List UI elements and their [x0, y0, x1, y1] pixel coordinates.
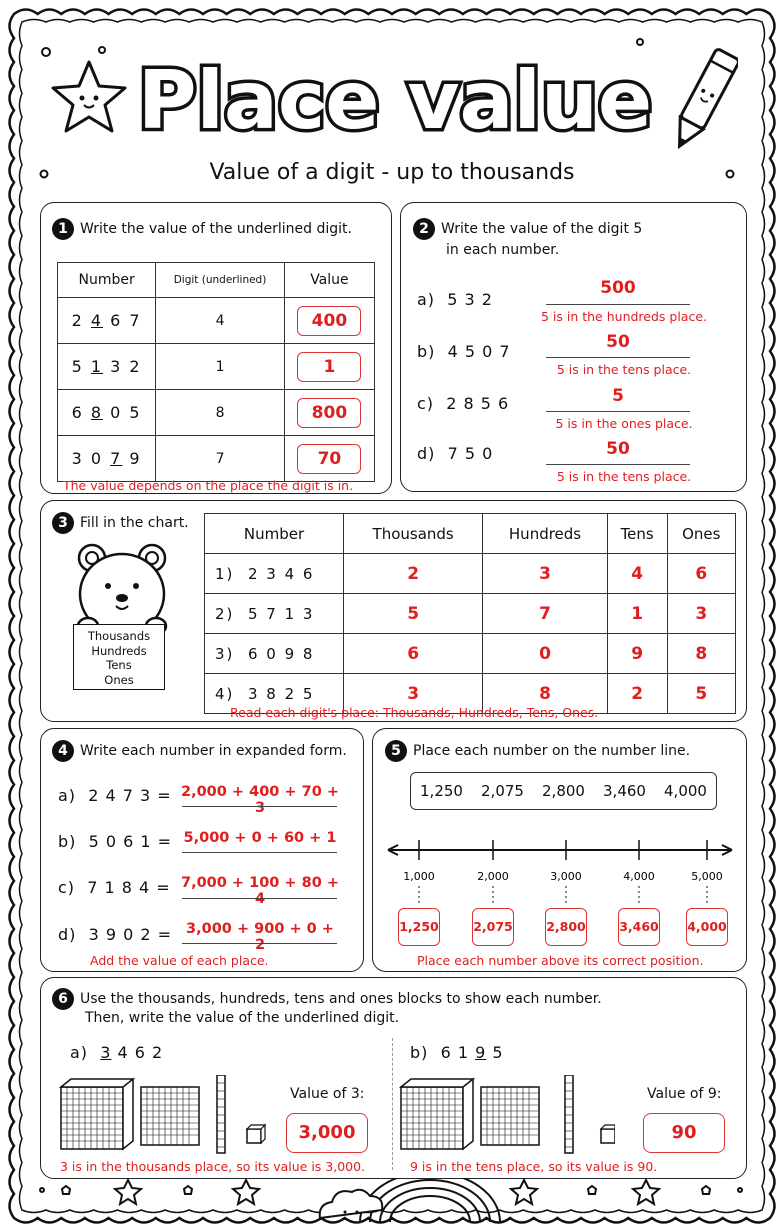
- flower-icon: [702, 1186, 710, 1194]
- hint-note: Read each digit's place: Thousands, Hundreds, Tens, Ones.: [230, 705, 599, 720]
- reason-text: 5 is in the hundreds place.: [540, 309, 708, 324]
- bank-number[interactable]: 2,075: [481, 782, 524, 800]
- star-icon: [115, 1180, 141, 1204]
- answer-box[interactable]: 3,000: [286, 1113, 368, 1153]
- column-header: Number: [205, 514, 344, 554]
- answer-cell[interactable]: 3: [344, 674, 483, 714]
- answer-text[interactable]: 2,000 + 400 + 70 + 3: [181, 784, 339, 816]
- tens-rod-icon: [217, 1075, 225, 1153]
- reason-text: 5 is in the tens place.: [556, 362, 692, 377]
- tens-rod-icon: [565, 1075, 573, 1153]
- underlined-digit: 9: [475, 1043, 487, 1062]
- answer-box[interactable]: 3,460: [618, 908, 660, 946]
- answer-box[interactable]: 2,800: [545, 908, 587, 946]
- thousands-cube-icon: [61, 1079, 133, 1149]
- underlined-digit: 4: [90, 311, 104, 330]
- bank-number[interactable]: 1,250: [420, 782, 463, 800]
- answer-cell[interactable]: 4: [607, 554, 667, 594]
- ones-cube-icon: [247, 1125, 265, 1143]
- reason-text: 5 is in the ones place.: [555, 416, 693, 431]
- answer-cell[interactable]: 6: [667, 554, 735, 594]
- tick-label: 1,000: [403, 870, 435, 883]
- answer-line: [546, 464, 690, 465]
- section-number: 5: [385, 740, 407, 762]
- answer-cell[interactable]: 7: [483, 594, 607, 634]
- column-header: Value: [284, 263, 374, 298]
- instruction-text: Use the thousands, hundreds, tens and ones blocks to show each number.: [80, 991, 602, 1007]
- instruction-text: Place each number on the number line.: [413, 743, 691, 759]
- table-row: 2) 5 7 1 3 5 7 1 3: [205, 594, 736, 634]
- hint-note: Add the value of each place.: [90, 953, 269, 968]
- instruction-text: Fill in the chart.: [80, 515, 189, 531]
- section-number: 1: [52, 218, 74, 240]
- instruction-text: in each number.: [446, 242, 560, 258]
- underlined-digit: 8: [90, 403, 104, 422]
- answer-line: [182, 806, 337, 807]
- table-row: 2 4 6 7 4 400: [58, 298, 375, 344]
- answer-text[interactable]: 3,000 + 900 + 0 + 2: [186, 921, 334, 953]
- number-text: 7 5 0: [447, 444, 494, 463]
- hint-note: 3 is in the thousands place, so its value is 3,000.: [60, 1159, 366, 1174]
- answer-text[interactable]: 5: [612, 386, 624, 406]
- answer-box[interactable]: 1: [297, 352, 361, 382]
- pencil-icon: [668, 42, 738, 162]
- answer-cell[interactable]: 5: [344, 594, 483, 634]
- value-label: Value of 9:: [647, 1086, 722, 1102]
- answer-box[interactable]: 70: [297, 444, 361, 474]
- tick-label: 4,000: [623, 870, 655, 883]
- base-ten-blocks: [395, 1075, 615, 1155]
- digit-cell: 4: [156, 298, 285, 344]
- hint-note: 9 is in the tens place, so its value is 90.: [410, 1159, 658, 1174]
- instruction-text: Write each number in expanded form.: [80, 743, 347, 759]
- star-mascot-icon: [50, 58, 128, 136]
- hundreds-flat-icon: [141, 1087, 199, 1145]
- page-title: Place value: [137, 54, 653, 147]
- value-table: [57, 262, 375, 482]
- place-sign: Thousands Hundreds Tens Ones: [73, 624, 165, 690]
- digit-cell: 7: [156, 436, 285, 482]
- number-line: [380, 830, 740, 910]
- hint-note: Place each number above its correct position.: [417, 953, 704, 968]
- answer-line: [182, 898, 337, 899]
- bottom-decoration: [30, 1178, 754, 1222]
- table-row: 4) 3 8 2 5 3 8 2 5: [205, 674, 736, 714]
- answer-cell[interactable]: 8: [667, 634, 735, 674]
- number-text: 2 8 5 6: [446, 394, 510, 413]
- star-icon: [511, 1180, 537, 1204]
- answer-cell[interactable]: 3: [667, 594, 735, 634]
- answer-box[interactable]: 400: [297, 306, 361, 336]
- bank-number[interactable]: 3,460: [603, 782, 646, 800]
- hundreds-flat-icon: [481, 1087, 539, 1145]
- worksheet-page: Place value Value of a digit - up to thousands 1 Write the value of the underlined digit. Number Digit (underlined) Value 2 4 6 7 4 400 5 1 3 2 1 1 6 8 0 5 8 800 3 0 7 9 7 70 The value depends on the place the digit is in. 2 Write the value of the digit 5 in each number. a) 5 3 2 500 5 is in the hundreds place. b) 4 5 0 7 50 5 is in the tens place. c) 2 8 5 6 5 5 is in the ones place. d) 7 5 0 50 5 is in the tens place. 3 Fill in the chart. Thousands Hundreds Tens Ones Number Thousands Hundreds Tens Ones 1) 2 3 4 6 2 3 4 6 2) 5 7 1 3 5 7 1 3 3) 6 0 9 8 6 0 9 8 4) 3 8 2 5 3 8 2 5 Read each digit's place: Thousands, Hundreds, Tens, Ones. 4 Write each number in expanded form. a) 2 4 7 3 = 2,000 + 400 + 70 + 3 b) 5 0 6 1 = 5,000 + 0 + 60 + 1 c) 7 1 8 4 = 7,000 + 100 + 80 + 4 d) 3 9 0 2 = 3,000 + 900 + 0 + 2 Add the value of each place. 5 Place each number on the number line. 1,250 2,075 2,800 3,460 4,000 1,000 2,000 3,000 4,000 5,000 1,250 2,075 2,800 3,460 4,000 Place each number above its correct position. 6 Use the thousands, hundreds, tens and ones blocks to show each number. Then, write the value of the underlined digit. a) 3 4 6 2 b) 6 1 9 5 Value of 3: 3,000 3 is in the thousands place, so its value is 3,000. Value of 9: 90 9 is in the tens place, so its value is 90.: [0, 0, 784, 1232]
- digit-cell: 8: [156, 390, 285, 436]
- column-header: Number: [58, 263, 156, 298]
- answer-cell[interactable]: 9: [607, 634, 667, 674]
- number-bank: [410, 772, 717, 810]
- column-header: Thousands: [344, 514, 483, 554]
- star-icon: [233, 1180, 259, 1204]
- section-number: 3: [52, 512, 74, 534]
- answer-box[interactable]: 800: [297, 398, 361, 428]
- answer-text[interactable]: 500: [600, 278, 636, 298]
- answer-cell[interactable]: 3: [483, 554, 607, 594]
- section-number: 2: [413, 218, 435, 240]
- bank-number[interactable]: 4,000: [664, 782, 707, 800]
- value-label: Value of 3:: [290, 1086, 365, 1102]
- answer-box[interactable]: 90: [643, 1113, 725, 1153]
- column-header: Hundreds: [483, 514, 607, 554]
- flower-icon: [184, 1186, 192, 1194]
- base-ten-blocks: [55, 1075, 275, 1155]
- title-graphic: [120, 40, 670, 150]
- underlined-digit: 3: [100, 1043, 112, 1062]
- answer-box[interactable]: 4,000: [686, 908, 728, 946]
- number-text: 4 5 0 7: [447, 342, 511, 361]
- answer-line: [546, 304, 690, 305]
- section-number: 4: [52, 740, 74, 762]
- section-number: 6: [52, 988, 74, 1010]
- column-header: Digit (underlined): [156, 263, 285, 298]
- table-row: 5 1 3 2 1 1: [58, 344, 375, 390]
- underlined-digit: 1: [90, 357, 104, 376]
- answer-box[interactable]: 1,250: [398, 908, 440, 946]
- answer-cell[interactable]: 2: [344, 554, 483, 594]
- instruction-text: Write the value of the digit 5: [441, 221, 643, 237]
- answer-box[interactable]: 2,075: [472, 908, 514, 946]
- table-row: 3) 6 0 9 8 6 0 9 8: [205, 634, 736, 674]
- table-row: 6 8 0 5 8 800: [58, 390, 375, 436]
- answer-line: [546, 357, 690, 358]
- digit-cell: 1: [156, 344, 285, 390]
- answer-cell[interactable]: 8: [483, 674, 607, 714]
- answer-text[interactable]: 50: [606, 332, 630, 352]
- answer-cell[interactable]: 0: [483, 634, 607, 674]
- number-text: 5 3 2: [447, 290, 493, 309]
- tick-label: 3,000: [550, 870, 582, 883]
- place-value-chart: [204, 513, 736, 714]
- answer-cell[interactable]: 2: [607, 674, 667, 714]
- table-row: 3 0 7 9 7 70: [58, 436, 375, 482]
- reason-text: 5 is in the tens place.: [556, 469, 692, 484]
- divider: [392, 1038, 393, 1170]
- instruction-text: Then, write the value of the underlined digit.: [85, 1010, 400, 1026]
- answer-line: [182, 852, 337, 853]
- column-header: Tens: [607, 514, 667, 554]
- answer-cell[interactable]: 5: [667, 674, 735, 714]
- answer-line: [546, 411, 690, 412]
- underlined-digit: 7: [110, 449, 123, 468]
- answer-cell[interactable]: 1: [607, 594, 667, 634]
- flower-icon: [62, 1186, 70, 1194]
- page-subtitle: Value of a digit - up to thousands: [209, 160, 575, 185]
- bank-number[interactable]: 2,800: [542, 782, 585, 800]
- table-row: 1) 2 3 4 6 2 3 4 6: [205, 554, 736, 594]
- answer-text[interactable]: 50: [606, 439, 630, 459]
- answer-line: [182, 943, 337, 944]
- answer-cell[interactable]: 6: [344, 634, 483, 674]
- ones-cube-icon: [601, 1125, 615, 1143]
- tick-label: 2,000: [477, 870, 509, 883]
- instruction-text: Write the value of the underlined digit.: [80, 221, 352, 237]
- star-icon: [633, 1180, 659, 1204]
- tick-label: 5,000: [691, 870, 723, 883]
- thousands-cube-icon: [401, 1079, 473, 1149]
- hint-note: The value depends on the place the digit is in.: [63, 478, 354, 493]
- answer-text[interactable]: 5,000 + 0 + 60 + 1: [183, 830, 337, 846]
- answer-text[interactable]: 7,000 + 100 + 80 + 4: [181, 875, 339, 907]
- column-header: Ones: [667, 514, 735, 554]
- flower-icon: [588, 1186, 596, 1194]
